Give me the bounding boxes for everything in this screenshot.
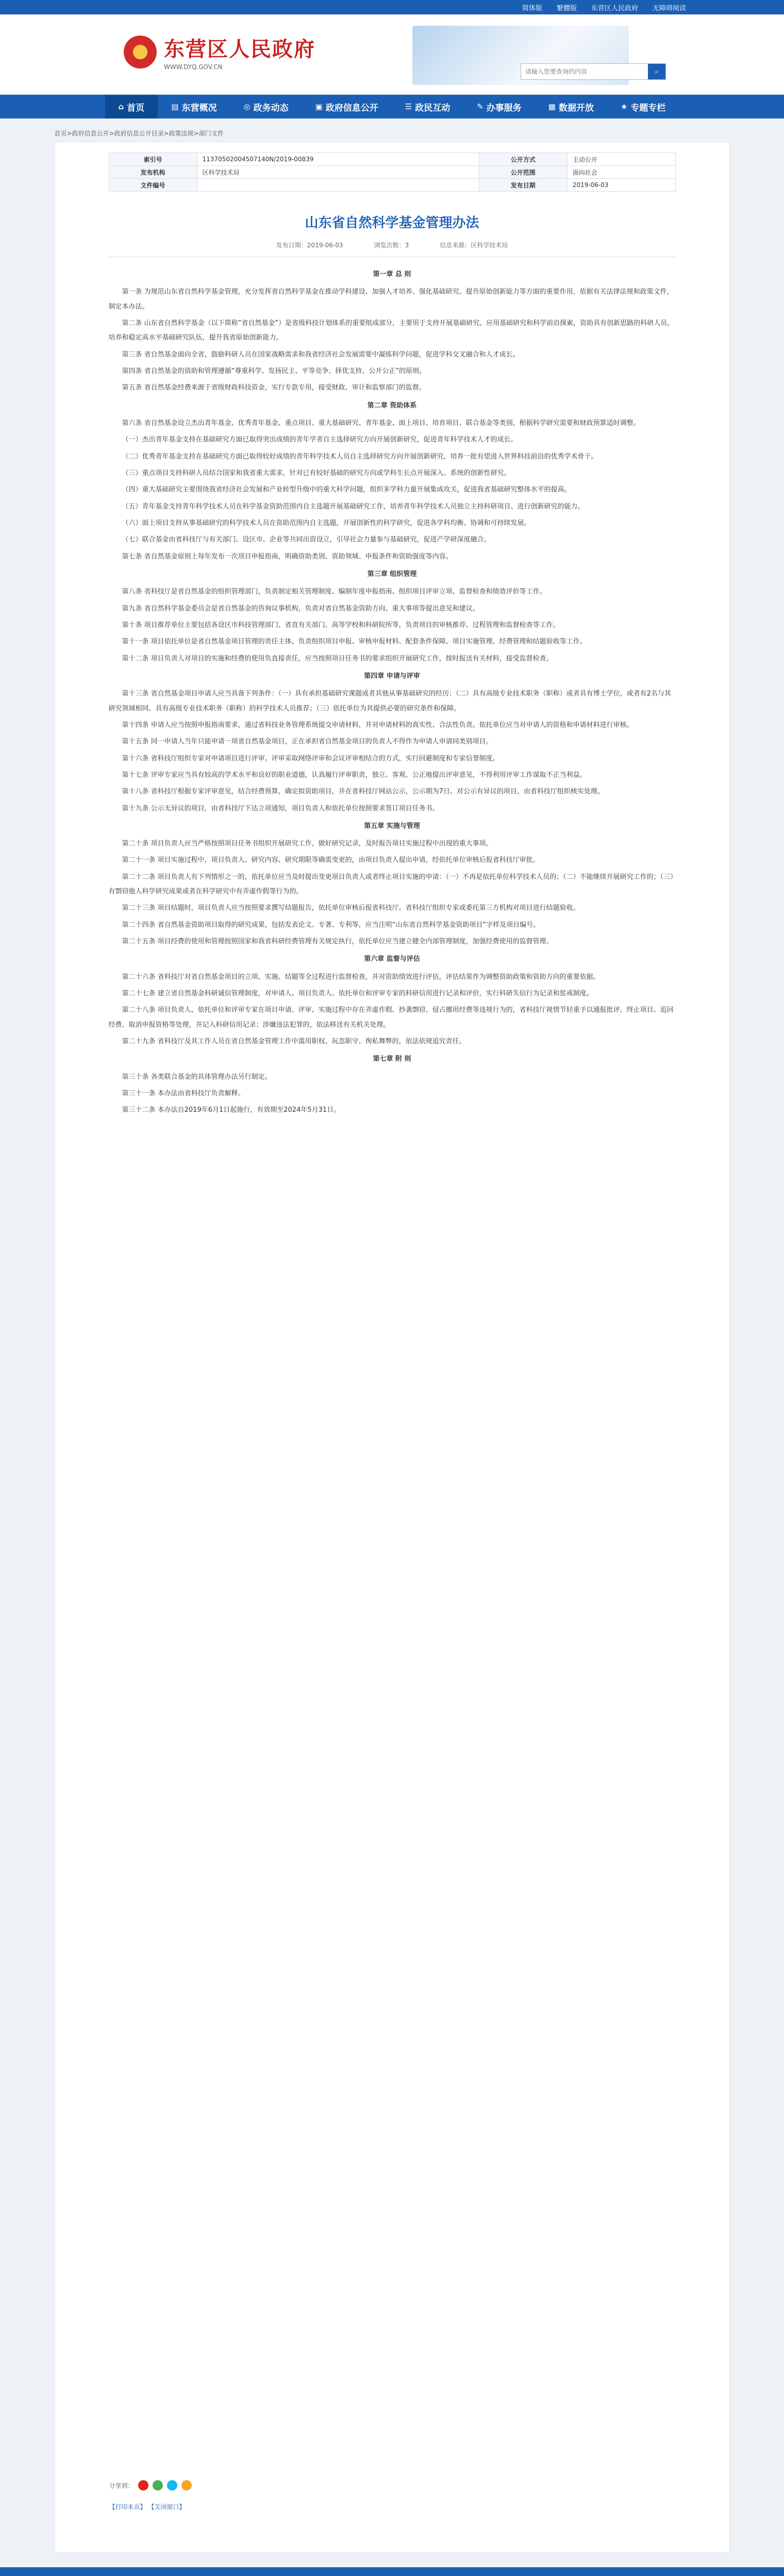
article-paragraph: 第二十八条 项目负责人、依托单位和评审专家在项目申请、评审、实施过程中存在弄虚作假、抄袭剽窃、侵占挪用经费等违规行为的，省科技厅视情节轻重予以通报批评、终止项目、追回经费、取消申报资格等处理，并记入科研信用记录；涉嫌违法犯罪的，依法移送有关机关处理。	[108, 1006, 674, 1029]
topbar-link-gov[interactable]: 东营区人民政府	[591, 4, 638, 12]
nav-item-news[interactable]	[230, 95, 302, 118]
meta-key: 文件编号	[109, 179, 197, 192]
article-paragraph: 第十五条 同一申请人当年只能申请一项省自然基金项目，正在承担省自然基金项目的负责人不得作为申请人申请同类别项目。	[122, 738, 493, 746]
overview-icon: ▤	[171, 102, 179, 111]
nav-item-interaction[interactable]	[392, 95, 463, 118]
meta-value	[197, 179, 479, 192]
nav-label: 政务动态	[253, 103, 289, 113]
meta-value: 面向社会	[567, 166, 675, 179]
site-url: WWW.DYQ.GOV.CN	[164, 63, 223, 71]
article-info	[109, 241, 676, 257]
site-title: 东营区人民政府	[164, 37, 315, 61]
nav-item-open-info[interactable]	[302, 95, 392, 118]
nav-label: 东营概况	[181, 103, 217, 113]
nav-label: 专题专栏	[630, 103, 666, 113]
article-paragraph: 第十七条 评审专家应当具有较高的学术水平和良好的职业道德，认真履行评审职责，独立、客观、公正地提出评审意见，不得利用评审工作谋取不正当利益。	[122, 771, 587, 779]
chapter-heading: 第六章 监督与评估	[364, 955, 420, 963]
article-paragraph: 第二十七条 建立省自然基金科研诚信管理制度，对申请人、项目负责人、依托单位和评审专家的科研信用进行记录和评价，实行科研失信行为记录和惩戒制度。	[122, 990, 593, 998]
article-paragraph: 第十三条 省自然基金项目申请人应当具备下列条件：（一）具有承担基础研究课题或者其他从事基础研究的经历；（二）具有高级专业技术职务（职称）或者具有博士学位，或者有2名与其研究领域相同、具有高级专业技术职务（职称）的科学技术人员推荐；（三）依托单位为其提供必要的研究条件和保障。	[108, 690, 671, 713]
share-bar	[109, 2480, 192, 2490]
article-paragraph: 第十九条 公示无异议的项目，由省科技厅下达立项通知，项目负责人和依托单位按照要求签订项目任务书。	[122, 804, 439, 812]
article-body	[109, 267, 676, 1118]
nav-item-overview[interactable]	[158, 95, 230, 118]
topbar-link-simplified[interactable]: 简体版	[522, 4, 542, 12]
article-paragraph: 第二十四条 省自然基金资助项目取得的研究成果，包括发表论文、专著、专利等，应当注明“山东省自然科学基金资助项目”字样及项目编号。	[122, 921, 540, 929]
nav-label: 首页	[127, 103, 145, 113]
breadcrumb[interactable]: 首页>政府信息公开>政府信息公开目录>政策法规>部门文件	[54, 130, 224, 137]
meta-key: 公开范围	[479, 166, 567, 179]
home-icon: ⌂	[118, 102, 124, 111]
weibo-icon[interactable]	[138, 2480, 148, 2490]
article-paragraph: 第八条 省科技厅是省自然基金的组织管理部门，负责制定相关管理制度、编制年度申报指南、组织项目评审立项、监督检查和绩效评价等工作。	[122, 588, 546, 596]
article-paragraph: 第十八条 省科技厅根据专家评审意见，结合经费预算，确定拟资助项目，并在省科技厅网站公示，公示期为7日。对公示有异议的项目，由省科技厅组织核实处理。	[122, 788, 604, 796]
chapter-heading: 第一章 总 则	[373, 270, 411, 278]
article-paragraph: 第二十条 项目负责人应当严格按照项目任务书组织开展研究工作，做好研究记录，及时报告项目实施过程中出现的重大事项。	[122, 840, 493, 848]
article-paragraph: （四）重大基础研究主要围绕我省经济社会发展和产业转型升级中的重大科学问题，组织多学科力量开展集成攻关，促进我省基础研究整体水平的提高。	[122, 486, 571, 494]
chapter-heading: 第五章 实施与管理	[364, 822, 420, 830]
article-paragraph: 第二十六条 省科技厅对省自然基金项目的立项、实施、结题等全过程进行监督检查，并对资助绩效进行评估，评估结果作为调整资助政策和资助方向的重要依据。	[122, 973, 600, 981]
news-icon: ◎	[243, 102, 251, 111]
article-paragraph: （六）面上项目支持从事基础研究的科学技术人员在资助范围内自主选题，开展创新性的科学研究，促进各学科均衡、协调和可持续发展。	[122, 519, 531, 527]
document-icon: ▣	[315, 102, 323, 111]
article-paragraph: 第四条 省自然基金的资助和管理遵循“尊重科学、发扬民主、平等竞争、择优支持、公开公正”的原则。	[122, 367, 426, 375]
article-paragraph: 第二十三条 项目结题时，项目负责人应当按照要求撰写结题报告，依托单位审核后报省科技厅。省科技厅组织专家或委托第三方机构对项目进行结题验收。	[122, 904, 580, 912]
chapter-heading: 第二章 资助体系	[367, 401, 417, 410]
search-input[interactable]	[521, 65, 648, 78]
article-paragraph: 第七条 省自然基金原则上每年发布一次项目申报指南，明确资助类别、资助领域、申报条件和资助强度等内容。	[122, 552, 453, 561]
national-emblem-icon: ★	[124, 36, 157, 69]
article-paragraph: 第六条 省自然基金设立杰出青年基金、优秀青年基金、重点项目、重大基础研究、青年基金、面上项目、培育项目、联合基金等类别，根据科学研究需要和财政预算适时调整。	[122, 419, 640, 427]
meta-key: 发布日期	[479, 179, 567, 192]
article-paragraph: 第九条 省自然科学基金委员会是省自然基金的咨询议事机构，负责对省自然基金资助方向、重大事项等提出意见和建议。	[122, 604, 479, 613]
nav-item-home[interactable]	[105, 95, 158, 118]
nav-item-data[interactable]	[535, 95, 607, 118]
meta-key: 公开方式	[479, 153, 567, 166]
chapter-heading: 第七章 附 则	[373, 1055, 411, 1063]
site-header	[0, 14, 784, 95]
chat-icon: ☰	[405, 102, 412, 111]
data-icon: ▦	[548, 102, 556, 111]
meta-key: 索引号	[109, 153, 197, 166]
qzone-icon[interactable]	[181, 2480, 192, 2490]
service-icon: ✎	[477, 102, 483, 111]
article-paragraph: 第三十一条 本办法由省科技厅负责解释。	[122, 1090, 245, 1098]
print-close-links[interactable]: 【打印本页】 【关闭窗口】	[109, 2503, 186, 2511]
search-box	[521, 63, 666, 80]
meta-value: 11370502004507140N/2019-00839	[197, 153, 479, 166]
article-paragraph: 第十四条 申请人应当按照申报指南要求，通过省科技业务管理系统提交申请材料，并对申请材料的真实性、合法性负责。依托单位应当对申请人的资格和申请材料进行审核。	[122, 721, 633, 729]
article-paragraph: （二）优秀青年基金支持在基础研究方面已取得较好成绩的青年科学技术人员自主选择研究方向开展创新研究，培养一批有望进入世界科技前沿的优秀学术骨干。	[122, 452, 598, 461]
meta-value: 区科学技术局	[197, 166, 479, 179]
article-paragraph: （一）杰出青年基金支持在基础研究方面已取得突出成绩的青年学者自主选择研究方向开展创新研究，促进青年科学技术人才的成长。	[122, 436, 518, 444]
topbar-link-accessibility[interactable]: 无障碍阅读	[652, 4, 686, 12]
article-paragraph: 第二十二条 项目负责人有下列情形之一的，依托单位应当及时提出变更项目负责人或者终止项目实施的申请：（一）不再是依托单位科学技术人员的；（二）不能继续开展研究工作的；（三）有剽窃他人科学研究成果或者在科学研究中有弄虚作假等行为的。	[108, 873, 674, 896]
star-icon: ★	[620, 102, 628, 111]
article-paragraph: 第十条 项目推荐单位主要包括各设区市科技管理部门、省直有关部门、高等学校和科研院所等，负责项目的审核推荐、过程管理和监督检查等工作。	[122, 621, 560, 629]
site-footer	[0, 2567, 784, 2576]
article-paragraph: 第二十五条 项目经费的使用和管理按照国家和我省科研经费管理有关规定执行，依托单位应当建立健全内部管理制度，加强经费使用的监督管理。	[122, 938, 553, 946]
article-paragraph: （五）青年基金支持青年科学技术人员在科学基金资助范围内自主选题开展基础研究工作，培养青年科学技术人员独立主持科研项目、进行创新研究的能力。	[122, 502, 585, 511]
article-paragraph: 第二十一条 项目实施过程中，项目负责人、研究内容、研究期限等确需变更的，由项目负责人提出申请，经依托单位审核后报省科技厅审批。	[122, 856, 540, 865]
meta-key: 发布机构	[109, 166, 197, 179]
article-paragraph: 第十一条 项目依托单位是省自然基金项目管理的责任主体，负责组织项目申报、审核申报材料、配套条件保障、项目实施管理、经费管理和结题验收等工作。	[122, 638, 587, 646]
nav-label: 政府信息公开	[325, 103, 378, 113]
meta-value: 主动公开	[567, 153, 675, 166]
chapter-heading: 第三章 组织管理	[367, 570, 417, 578]
topbar-link-traditional[interactable]: 繁體版	[556, 4, 577, 12]
qq-icon[interactable]	[167, 2480, 177, 2490]
site-logo[interactable]	[124, 33, 315, 71]
article-paragraph: 第十六条 省科技厅组织专家对申请项目进行评审。评审采取网络评审和会议评审相结合的方式，实行回避制度和专家信誉制度。	[122, 754, 499, 762]
nav-item-special[interactable]	[607, 95, 679, 118]
info-source: 信息来源：区科学技术局	[440, 242, 508, 249]
chapter-heading: 第四章 申请与评审	[364, 672, 420, 680]
top-bar	[0, 0, 784, 14]
meta-table	[109, 152, 676, 192]
article-paragraph: 第三十二条 本办法自2019年6月1日起施行，有效期至2024年5月31日。	[122, 1106, 341, 1114]
main-nav	[0, 95, 784, 118]
article-paragraph: （三）重点项目支持科研人员结合国家和我省重大需求，针对已有较好基础的研究方向或学科生长点开展深入、系统的创新性研究。	[122, 469, 511, 477]
publish-date: 发布日期：2019-06-03	[276, 242, 343, 249]
article-paragraph: 第一条 为规范山东省自然科学基金管理，充分发挥省自然科学基金在推动学科建设、加强人才培养、强化基础研究、提升原始创新能力等方面的重要作用，依据有关法律法规和政策文件，制定本办法。	[108, 288, 674, 311]
wechat-icon[interactable]	[153, 2480, 163, 2490]
search-icon[interactable]: ⌕	[648, 64, 665, 79]
share-label: 分享到：	[109, 2482, 134, 2489]
article-container	[55, 142, 730, 2553]
article-paragraph: （七）联合基金由省科技厅与有关部门、设区市、企业等共同出资设立，引导社会力量参与基础研究，促进产学研深度融合。	[122, 536, 491, 544]
article-paragraph: 第二条 山东省自然科学基金（以下简称“省自然基金”）是省级科技计划体系的重要组成部分，主要用于支持开展基础研究、应用基础研究和科学前沿探索，资助具有创新思路的科研人员，培养和稳定高水平基础研究队伍，提升我省原始创新能力。	[108, 319, 674, 342]
nav-label: 政民互动	[415, 103, 451, 113]
nav-label: 数据开放	[558, 103, 594, 113]
article-paragraph: 第五条 省自然基金经费来源于省级财政科技资金，实行专款专用，接受财政、审计和监察部门的监督。	[122, 384, 426, 392]
article-paragraph: 第三条 省自然基金面向全省，鼓励科研人员在国家战略需求和我省经济社会发展需要中凝练科学问题，促进学科交叉融合和人才成长。	[122, 350, 520, 359]
page-title: 山东省自然科学基金管理办法	[305, 215, 479, 231]
article-paragraph: 第十二条 项目负责人对项目的实施和经费的使用负直接责任，应当按照项目任务书的要求组织开展研究工作，按时报送有关材料，接受监督检查。	[122, 654, 553, 663]
meta-value: 2019-06-03	[567, 179, 675, 192]
nav-item-services[interactable]	[463, 95, 535, 118]
article-paragraph: 第二十九条 省科技厅及其工作人员在省自然基金管理工作中滥用职权、玩忽职守、徇私舞弊的，依法依规追究责任。	[122, 1038, 466, 1046]
nav-label: 办事服务	[486, 103, 522, 113]
view-count: 浏览次数：3	[374, 242, 409, 249]
article-paragraph: 第三十条 各类联合基金的具体管理办法另行制定。	[122, 1073, 272, 1081]
